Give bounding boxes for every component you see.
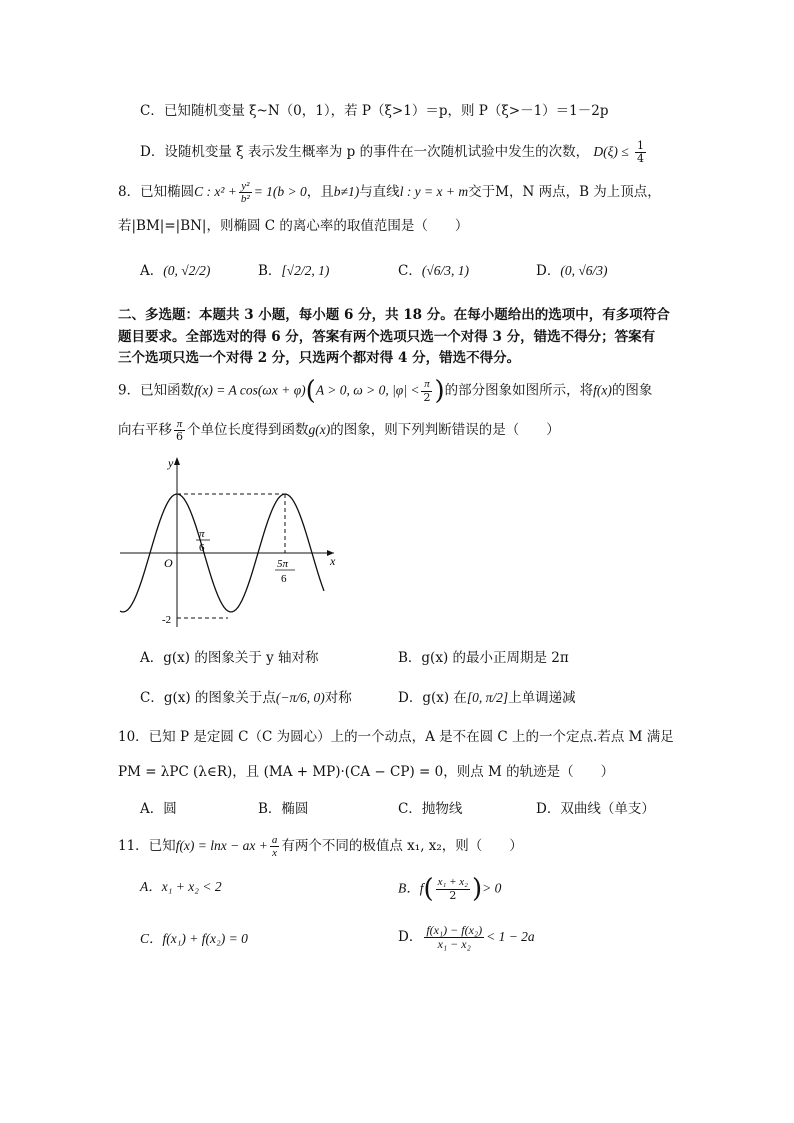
section2-line1: 二、多选题：本题共 3 小题，每小题 6 分，共 18 分。在每小题给出的选项中，有多项符合 <box>118 307 670 323</box>
y-axis-arrow-icon <box>174 457 180 465</box>
q8-option-b: B．[√2/2, 1) <box>258 263 330 279</box>
section2-line3: 三个选项只选一个对得 2 分，只选两个都对得 4 分，错选不得分。 <box>118 350 521 366</box>
q9-stem-line2: 向右平移 $\frac{\pi}{6}$ 个单位长度得到函数g(x)的图象，则下列判断错误的是（ ） <box>118 418 560 444</box>
q8-option-d: D．(0, √6/3) <box>536 263 608 279</box>
q8-option-c: C．(√6/3, 1) <box>398 263 469 279</box>
q11-option-d: D． $\frac{\text{f(x₁) − f(x₂)}}{\text{x₁ − x₂}}$ < 1 − 2a <box>398 923 535 952</box>
tick-5pi6-den: 6 <box>281 573 287 585</box>
q11-stem: 11．已知f(x) = lnx − ax + $\frac{a}{x}$ 有两个不同的极值点 x₁, x₂，则（ ） <box>118 834 523 860</box>
tick-5pi6-num: 5π <box>277 558 289 570</box>
section2-line2: 题目要求。全部选对的得 6 分，答案有两个选项只选一个对得 3 分，错选不得分；答案有 <box>118 329 656 345</box>
q10-stem-line1: 10．已知 P 是定圆 C（C 为圆心）上的一个动点，A 是不在圆 C 上的一个定点.若点 M 满足 <box>118 729 674 745</box>
q11-option-b: B．f( $\frac{\text{x₁ + x₂}}{2}$ )> 0 <box>398 874 502 904</box>
q9-stem-line1: 9．已知函数f(x) = A cos(ωx + φ)(A > 0, ω > 0, |φ| < $\frac{\pi}{2}$ )的部分图象如图所示，将f(x)的图象 <box>118 376 653 406</box>
q10-option-d: D．双曲线（单支） <box>536 801 655 817</box>
q8-stem-line1: 8．已知椭圆C : x² + $\frac{\text{y²}}{\text{b²}}$ = 1(b > 0，且b≠1)与直线l : y = x + m交于M，N 两点，B 为上顶点， <box>118 180 661 206</box>
q10-option-b: B．椭圆 <box>258 801 309 817</box>
q10-option-c: C．抛物线 <box>398 801 463 817</box>
y-axis-label: y <box>168 456 174 470</box>
q10-stem-line2: PM = λPC (λ∈R)，且 (MA + MP)·(CA − CP) = 0，则点 M 的轨迹是（ ） <box>118 764 615 780</box>
q9-option-b: B．g(x) 的最小正周期是 2π <box>398 650 569 666</box>
q7-option-d: D．设随机变量 ξ 表示发生概率为 p 的事件在一次随机试验中发生的次数， D(ξ) ≤ $\frac{1}{4}$ <box>140 139 644 166</box>
tick-pi6-den: 6 <box>199 542 205 554</box>
ymin-label: -2 <box>162 614 172 626</box>
q8-option-a: A．(0, √2/2) <box>140 263 211 279</box>
q10-option-a: A．圆 <box>140 801 177 817</box>
q9-option-d: D．g(x) 在[0, π/2]上单调递减 <box>398 690 576 706</box>
q11-option-a: A．x₁ + x₂ < 2 <box>140 879 222 894</box>
q9-function-graph <box>112 455 352 630</box>
q9-option-c: C．g(x) 的图象关于点(−π/6, 0)对称 <box>140 690 352 706</box>
q9-option-a: A．g(x) 的图象关于 y 轴对称 <box>140 650 319 666</box>
q7-option-c: C．已知随机变量 ξ~N（0，1），若 P（ξ>1）＝p，则 P（ξ>－1）＝1－2p <box>140 103 609 119</box>
tick-pi6-num: π <box>199 528 205 540</box>
x-axis-label: x <box>330 554 336 568</box>
q8-stem-line2: 若|BM|=|BN|，则椭圆 C 的离心率的取值范围是（ ） <box>118 218 469 234</box>
origin-label: O <box>164 556 173 570</box>
q11-option-c: C．f(x₁) + f(x₂) = 0 <box>140 931 248 946</box>
